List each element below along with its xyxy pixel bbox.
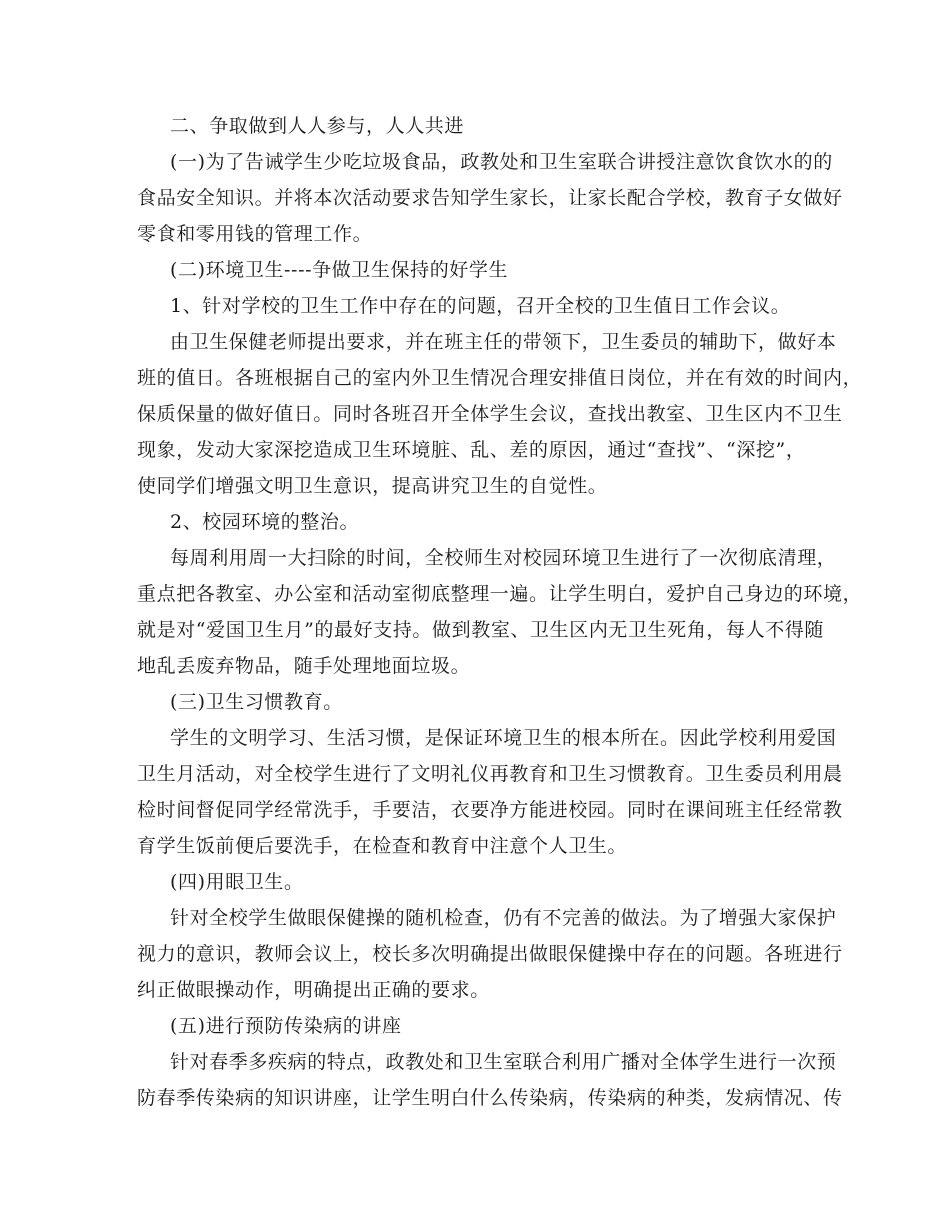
subsection-heading: (三)卫生习惯教育。	[170, 691, 343, 713]
paragraph-line: 1、针对学校的卫生工作中存在的问题，召开全校的卫生值日工作会议。	[170, 295, 791, 317]
paragraph-line: 针对春季多疾病的特点，政教处和卫生室联合利用广播对全体学生进行一次预	[170, 1051, 837, 1073]
paragraph-line: 针对全校学生做眼保健操的随机检查，仍有不完善的做法。为了增强大家保护	[170, 907, 837, 929]
paragraph-line: 班的值日。各班根据自己的室内外卫生情况合理安排值日岗位，并在有效的时间内，	[137, 367, 863, 389]
paragraph-line: 就是对“爱国卫生月”的最好支持。做到教室、卫生区内无卫生死角，每人不得随	[137, 619, 825, 641]
paragraph-line: 由卫生保健老师提出要求，并在班主任的带领下，卫生委员的辅助下，做好本	[170, 331, 837, 353]
paragraph-line: 2、校园环境的整治。	[170, 511, 360, 533]
paragraph-line: 检时间督促同学经常洗手，手要洁，衣要净方能进校园。同时在课间班主任经常教	[137, 799, 843, 821]
paragraph-line: 现象，发动大家深挖造成卫生环境脏、乱、差的原因，通过“查找”、“深挖”，	[137, 439, 806, 461]
paragraph-line: 使同学们增强文明卫生意识，提高讲究卫生的自觉性。	[137, 475, 608, 497]
paragraph-line: 重点把各教室、办公室和活动室彻底整理一遍。让学生明白，爱护自己身边的环境，	[137, 583, 863, 605]
paragraph-line: 地乱丢废弃物品，随手处理地面垃圾。	[137, 655, 471, 677]
paragraph-line: (一)为了告诫学生少吃垃圾食品，政教处和卫生室联合讲授注意饮食饮水的的	[170, 151, 833, 173]
paragraph-line: 保质保量的做好值日。同时各班召开全体学生会议，查找出教室、卫生区内不卫生	[137, 403, 843, 425]
paragraph-line: 纠正做眼操动作，明确提出正确的要求。	[137, 979, 490, 1001]
subsection-heading: (五)进行预防传染病的讲座	[170, 1015, 402, 1037]
paragraph-line: 卫生月活动，对全校学生进行了文明礼仪再教育和卫生习惯教育。卫生委员利用晨	[137, 763, 843, 785]
subsection-heading: (二)环境卫生----争做卫生保持的好学生	[170, 259, 509, 281]
paragraph-line: 学生的文明学习、生活习惯，是保证环境卫生的根本所在。因此学校利用爱国	[170, 727, 837, 749]
paragraph-line: 育学生饭前便后要洗手，在检查和教育中注意个人卫生。	[137, 835, 628, 857]
paragraph-line: 视力的意识，教师会议上，校长多次明确提出做眼保健操中存在的问题。各班进行	[137, 943, 843, 965]
subsection-heading: (四)用眼卫生。	[170, 871, 304, 893]
section-heading: 二、争取做到人人参与，人人共进	[170, 115, 465, 137]
paragraph-line: 防春季传染病的知识讲座，让学生明白什么传染病，传染病的种类，发病情况、传	[137, 1087, 843, 1109]
paragraph-line: 每周利用周一大扫除的时间，全校师生对校园环境卫生进行了一次彻底清理，	[170, 547, 837, 569]
paragraph-line: 零食和零用钱的管理工作。	[137, 223, 373, 245]
paragraph-line: 食品安全知识。并将本次活动要求告知学生家长，让家长配合学校，教育子女做好	[137, 187, 843, 209]
